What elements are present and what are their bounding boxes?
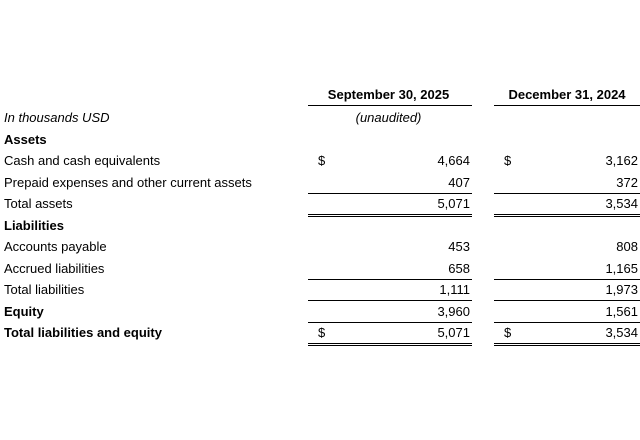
- table-row: [0, 322, 640, 344]
- units-label: In thousands USD: [4, 110, 110, 125]
- value-2024: 1,165: [605, 260, 638, 276]
- currency-symbol: $: [504, 153, 512, 168]
- unaudited-note: (unaudited): [355, 110, 422, 125]
- row-label: Accrued liabilities: [4, 260, 105, 276]
- value-2025: 3,960: [437, 303, 470, 319]
- row-label: Assets: [4, 131, 47, 147]
- value-2024: 1,973: [605, 282, 638, 297]
- currency-symbol: $: [504, 325, 512, 340]
- row-label: Liabilities: [4, 217, 64, 233]
- units-row: [0, 107, 640, 129]
- row-label: Cash and cash equivalents: [4, 153, 161, 168]
- value-2024: 3,534: [605, 325, 638, 340]
- row-label: Prepaid expenses and other current assets: [4, 174, 252, 190]
- value-2024: 3,162: [605, 153, 638, 168]
- row-label: Accounts payable: [4, 239, 107, 254]
- value-2025: 453: [448, 239, 470, 254]
- section-heading-assets: [0, 129, 640, 151]
- column-header-dec-2024: December 31, 2024: [508, 87, 626, 102]
- row-label: Total assets: [4, 196, 73, 211]
- currency-symbol: $: [318, 153, 326, 168]
- value-2025: 5,071: [437, 196, 470, 211]
- table-row: [0, 172, 640, 194]
- value-2024: 372: [616, 174, 638, 190]
- value-2025: 1,111: [439, 282, 470, 297]
- table-row: [0, 258, 640, 280]
- header-underline: [494, 105, 640, 106]
- value-2025: 658: [448, 260, 470, 276]
- value-2025: 407: [448, 174, 470, 190]
- currency-symbol: $: [318, 325, 326, 340]
- table-row: [0, 236, 640, 258]
- value-2024: 3,534: [605, 196, 638, 211]
- section-heading-liabilities: [0, 215, 640, 237]
- row-label: Equity: [4, 303, 44, 319]
- table-row: [0, 150, 640, 172]
- table-row: [0, 279, 640, 301]
- value-2024: 1,561: [605, 303, 638, 319]
- row-label: Total liabilities and equity: [4, 325, 162, 340]
- row-label: Total liabilities: [4, 282, 85, 297]
- table-row: [0, 193, 640, 215]
- column-header-sep-2025: September 30, 2025: [327, 87, 450, 102]
- value-2024: 808: [616, 239, 638, 254]
- value-2025: 4,664: [437, 153, 470, 168]
- value-2025: 5,071: [437, 325, 470, 340]
- table-row: [0, 301, 640, 323]
- header-underline: [308, 105, 472, 106]
